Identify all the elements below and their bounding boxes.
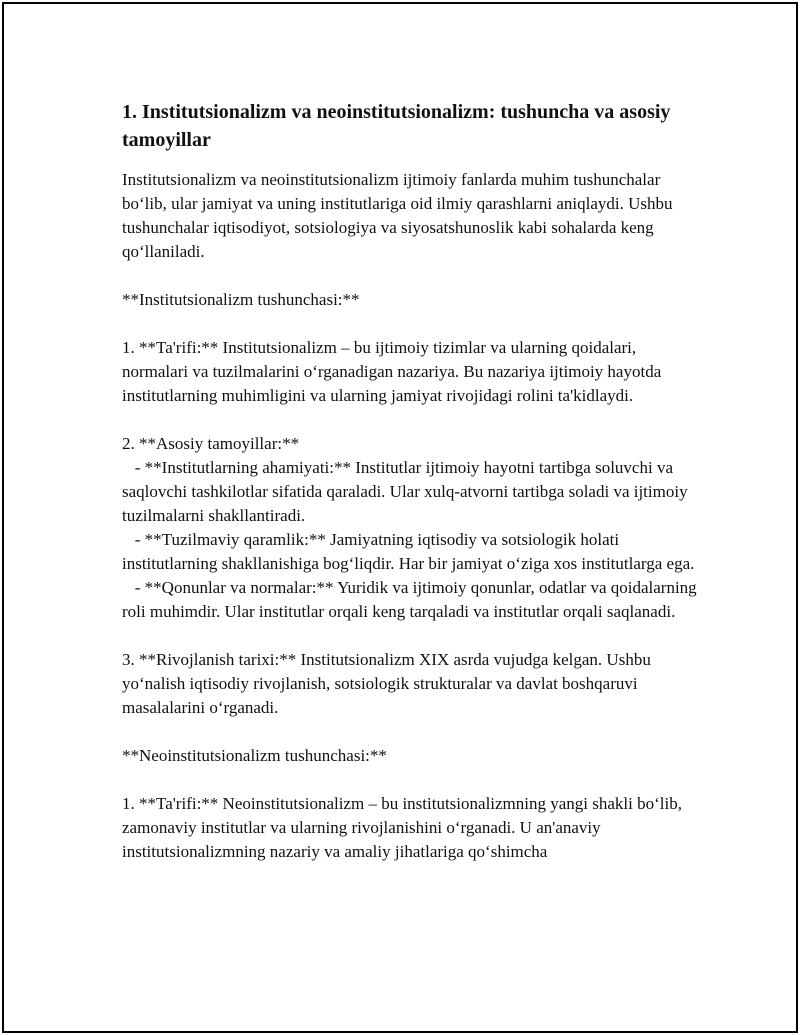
institutsionalizm-subheading: **Institutsionalizm tushunchasi:** xyxy=(122,290,360,309)
principles-paragraph: 2. **Asosiy tamoyillar:** - **Institutlarning ahamiyati:** Institutlar ijtimoiy hayotni tartibga soluvchi va saqlovchi tashkilotlar sifatida qaraladi. Ular xulq-atvorni tartibga soladi va ijtimoiy tuzilmalarni shakllantiradi. - **Tuzilmaviy qaramlik:** Jamiyatning iqtisodiy va sotsiologik holati institutlarning shakllanishiga bog‘liqdir. Har bir jamiyat o‘ziga xos institutlarga ega. - **Qonunlar va normalar:** Yuridik va ijtimoiy qonunlar, odatlar va qoidalarning roli muhimdir. Ular institutlar orqali keng tarqaladi va institutlar orqali saqlanadi. xyxy=(122,434,697,621)
intro-paragraph: Institutsionalizm va neoinstitutsionalizm ijtimoiy fanlarda muhim tushunchalar bo‘lib, ular jamiyat va uning institutlariga oid ilmiy qarashlarni aniqlaydi. Ushbu tushunchalar iqtisodiyot, sotsiologiya va siyosatshunoslik kabi sohalarda keng qo‘llaniladi. xyxy=(122,170,677,261)
neo-definition-paragraph: 1. **Ta'rifi:** Neoinstitutsionalizm – bu institutsionalizmning yangi shakli bo‘lib, zamonaviy institutlar va ularning rivojlanishini o‘rganadi. U an'anaviy institutsionalizmning nazariy va amaliy jihatlariga qo‘shimcha xyxy=(122,794,687,861)
history-paragraph: 3. **Rivojlanish tarixi:** Institutsionalizm XIX asrda vujudga kelgan. Ushbu yo‘nalish iqtisodiy rivojlanish, sotsiologik strukturalar va davlat boshqaruvi masalalarini o‘rganadi. xyxy=(122,650,656,717)
page-frame xyxy=(2,2,798,1033)
document-body xyxy=(122,98,702,864)
definition-paragraph: 1. **Ta'rifi:** Institutsionalizm – bu ijtimoiy tizimlar va ularning qoidalari, normalari va tuzilmalarini o‘rganadigan nazariya. Bu nazariya ijtimoiy hayotda institutlarning muhimligini va ularning jamiyat rivojidagi rolini ta'kidlaydi. xyxy=(122,338,666,405)
section-heading: 1. Institutsionalizm va neoinstitutsionalizm: tushuncha va asosiy tamoyillar xyxy=(122,101,671,151)
neoinstitutsionalizm-subheading: **Neoinstitutsionalizm tushunchasi:** xyxy=(122,746,387,765)
